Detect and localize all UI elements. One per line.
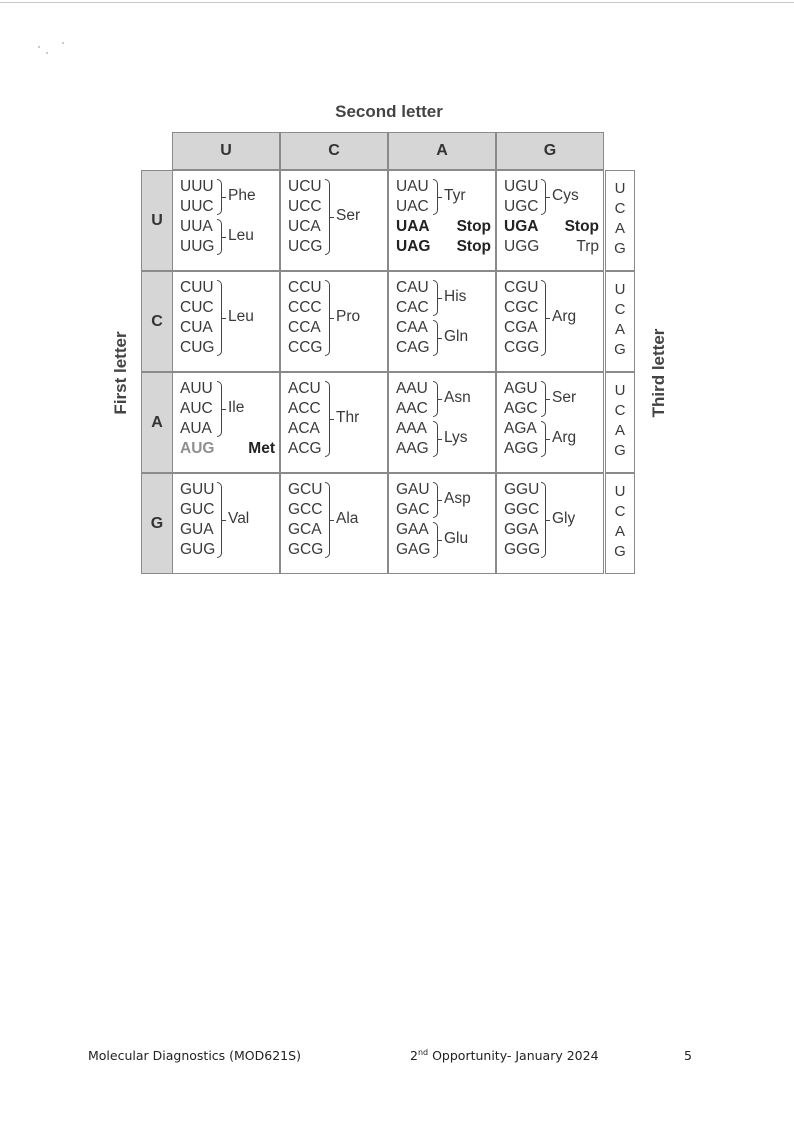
amino-acid-label: Lys (444, 429, 468, 446)
codon-group-brace (325, 482, 330, 558)
codon: CGA (504, 319, 538, 336)
first-letter-header-g: G (141, 473, 173, 574)
codon-group-brace (217, 179, 222, 215)
third-letter-cell (605, 170, 635, 271)
third-letter-g: G (614, 341, 626, 358)
codon-cell (280, 372, 388, 473)
amino-acid-label: Leu (228, 308, 254, 325)
codon: GCA (288, 521, 322, 538)
codon: CUA (180, 319, 213, 336)
codon: GGC (504, 501, 540, 518)
codon-group-brace (433, 320, 438, 356)
codon-group-brace (325, 381, 330, 457)
amino-acid-label: Glu (444, 530, 469, 547)
codon-group-brace (541, 421, 546, 457)
codon: UAG (396, 238, 431, 255)
codon-group-brace (217, 280, 222, 356)
codon: CAU (396, 279, 429, 296)
codon: AGU (504, 380, 538, 397)
codon: CGG (504, 339, 540, 356)
codon: AAA (396, 420, 428, 437)
footer-page-number: 5 (684, 1048, 692, 1063)
amino-acid-label: Leu (228, 227, 254, 244)
amino-acid-label: Ala (336, 510, 359, 527)
codon-cell (280, 271, 388, 372)
codon-group-brace (433, 381, 438, 417)
codon: UUA (180, 218, 213, 235)
amino-acid-label: Ser (336, 207, 361, 224)
codon: CGC (504, 299, 539, 316)
codon: AUC (180, 400, 213, 417)
codon-group-brace (217, 482, 222, 558)
codon: UGC (504, 198, 539, 215)
codon: GGG (504, 541, 541, 558)
amino-acid-label: Ser (552, 389, 577, 406)
codon-cell (280, 473, 388, 574)
stop-label: Stop (456, 238, 491, 255)
codon: AUA (180, 420, 212, 437)
amino-acid-label: Pro (336, 308, 361, 325)
codon: AAC (396, 400, 428, 417)
footer-opportunity-suffix: nd (417, 1048, 429, 1057)
codon: UCC (288, 198, 322, 215)
codon-group-brace (541, 381, 546, 417)
third-letter-a: A (614, 220, 625, 237)
codon-cell (496, 271, 604, 372)
codon: CGU (504, 279, 539, 296)
codon: UUU (180, 178, 214, 195)
codon: CAA (396, 319, 428, 336)
amino-acid-label: Cys (552, 187, 579, 204)
codon: UUC (180, 198, 214, 215)
codon: ACG (288, 440, 322, 457)
second-letter-header-g: G (496, 132, 604, 170)
codon: CCG (288, 339, 323, 356)
codon-cell (496, 170, 604, 271)
codon: CUU (180, 279, 214, 296)
codon-cell (172, 372, 280, 473)
codon: GGA (504, 521, 539, 538)
codon: GCG (288, 541, 324, 558)
codon: GAA (396, 521, 429, 538)
third-letter-u: U (614, 281, 626, 298)
amino-acid-label: Asp (444, 490, 471, 507)
footer-opportunity-number: 2 (410, 1048, 418, 1064)
codon-cell (388, 473, 496, 574)
second-letter-title: Second letter (335, 102, 443, 121)
codon-cell (496, 473, 604, 574)
codon-cell (388, 271, 496, 372)
codon: GUA (180, 521, 214, 538)
codon: AUG (180, 440, 215, 457)
amino-acid-label: Val (228, 510, 250, 527)
second-letter-header-u: U (172, 132, 280, 170)
codon-cell (280, 170, 388, 271)
first-letter-header-c: C (141, 271, 173, 372)
codon-group-brace (325, 280, 330, 356)
amino-acid-label: Arg (552, 308, 577, 325)
codon-group-brace (217, 381, 222, 437)
codon: CUC (180, 299, 214, 316)
codon: CCC (288, 299, 322, 316)
codon-cell (388, 372, 496, 473)
third-letter-u: U (614, 382, 626, 399)
third-letter-cell (605, 372, 635, 473)
second-letter-header-a: A (388, 132, 496, 170)
third-letter-a: A (614, 523, 625, 540)
codon: UUG (180, 238, 215, 255)
codon: UGG (504, 238, 540, 255)
codon: GAC (396, 501, 430, 518)
amino-acid-label: Ile (228, 399, 245, 416)
scan-speck (46, 52, 48, 54)
amino-acid-label: Gly (552, 510, 576, 527)
codon: GAU (396, 481, 430, 498)
codon: CUG (180, 339, 215, 356)
codon: AAG (396, 440, 429, 457)
codon-group-brace (433, 482, 438, 518)
codon: UAU (396, 178, 429, 195)
codon: ACC (288, 400, 321, 417)
codon: GCU (288, 481, 323, 498)
third-letter-cell (605, 473, 635, 574)
codon: GGU (504, 481, 540, 498)
third-letter-u: U (614, 483, 626, 500)
codon: AAU (396, 380, 428, 397)
codon: UGA (504, 218, 539, 235)
codon: UAC (396, 198, 429, 215)
second-letter-header-c: C (280, 132, 388, 170)
codon-group-brace (433, 179, 438, 215)
amino-acid-label: Gln (444, 328, 469, 345)
third-letter-a: A (614, 422, 625, 439)
codon: UCA (288, 218, 321, 235)
first-letter-header-a: A (141, 372, 173, 473)
third-letter-c: C (614, 301, 626, 318)
codon-group-brace (433, 522, 438, 558)
codon: GUG (180, 541, 216, 558)
codon: UCU (288, 178, 322, 195)
first-letter-title: First letter (111, 331, 130, 415)
codon-group-brace (433, 421, 438, 457)
codon-group-brace (541, 179, 546, 215)
third-letter-cell (605, 271, 635, 372)
codon: AGA (504, 420, 537, 437)
amino-acid-label: Arg (552, 429, 577, 446)
codon-group-brace (325, 179, 330, 255)
amino-acid-label: Trp (576, 238, 599, 255)
amino-acid-label: Tyr (444, 187, 466, 204)
third-letter-g: G (614, 240, 626, 257)
codon-cell (172, 473, 280, 574)
codon: GCC (288, 501, 323, 518)
codon: ACA (288, 420, 320, 437)
codon-group-brace (433, 280, 438, 316)
codon: CAC (396, 299, 429, 316)
codon-cell (496, 372, 604, 473)
third-letter-c: C (614, 402, 626, 419)
codon: GUU (180, 481, 215, 498)
third-letter-title: Third letter (649, 328, 668, 418)
codon-cell (172, 271, 280, 372)
footer-opportunity (410, 1048, 599, 1063)
codon-group-brace (541, 482, 546, 558)
codon: CCA (288, 319, 321, 336)
codon: UGU (504, 178, 539, 195)
scan-edge-line (0, 2, 794, 3)
third-letter-c: C (614, 503, 626, 520)
stop-label: Stop (564, 218, 599, 235)
amino-acid-label: Met (248, 440, 275, 457)
codon: UAA (396, 218, 430, 235)
stop-label: Stop (456, 218, 491, 235)
footer-opportunity-text: Opportunity- January 2024 (428, 1048, 599, 1064)
codon-cell (388, 170, 496, 271)
amino-acid-label: Phe (228, 187, 256, 204)
third-letter-g: G (614, 543, 626, 560)
codon-cell (172, 170, 280, 271)
first-letter-header-u: U (141, 170, 173, 271)
third-letter-a: A (614, 321, 625, 338)
scan-speck (62, 42, 64, 44)
codon-group-brace (217, 219, 222, 255)
codon: GAG (396, 541, 431, 558)
third-letter-c: C (614, 200, 626, 217)
codon: CAG (396, 339, 430, 356)
codon: UCG (288, 238, 323, 255)
codon: ACU (288, 380, 321, 397)
codon: AGC (504, 400, 538, 417)
footer-course: Molecular Diagnostics (MOD621S) (88, 1048, 301, 1063)
codon: AUU (180, 380, 213, 397)
codon: GUC (180, 501, 215, 518)
codon: CCU (288, 279, 322, 296)
scan-speck (38, 46, 40, 48)
amino-acid-label: His (444, 288, 467, 305)
amino-acid-label: Asn (444, 389, 471, 406)
amino-acid-label: Thr (336, 409, 360, 426)
codon: AGG (504, 440, 539, 457)
third-letter-g: G (614, 442, 626, 459)
codon-group-brace (541, 280, 546, 356)
third-letter-u: U (614, 180, 626, 197)
